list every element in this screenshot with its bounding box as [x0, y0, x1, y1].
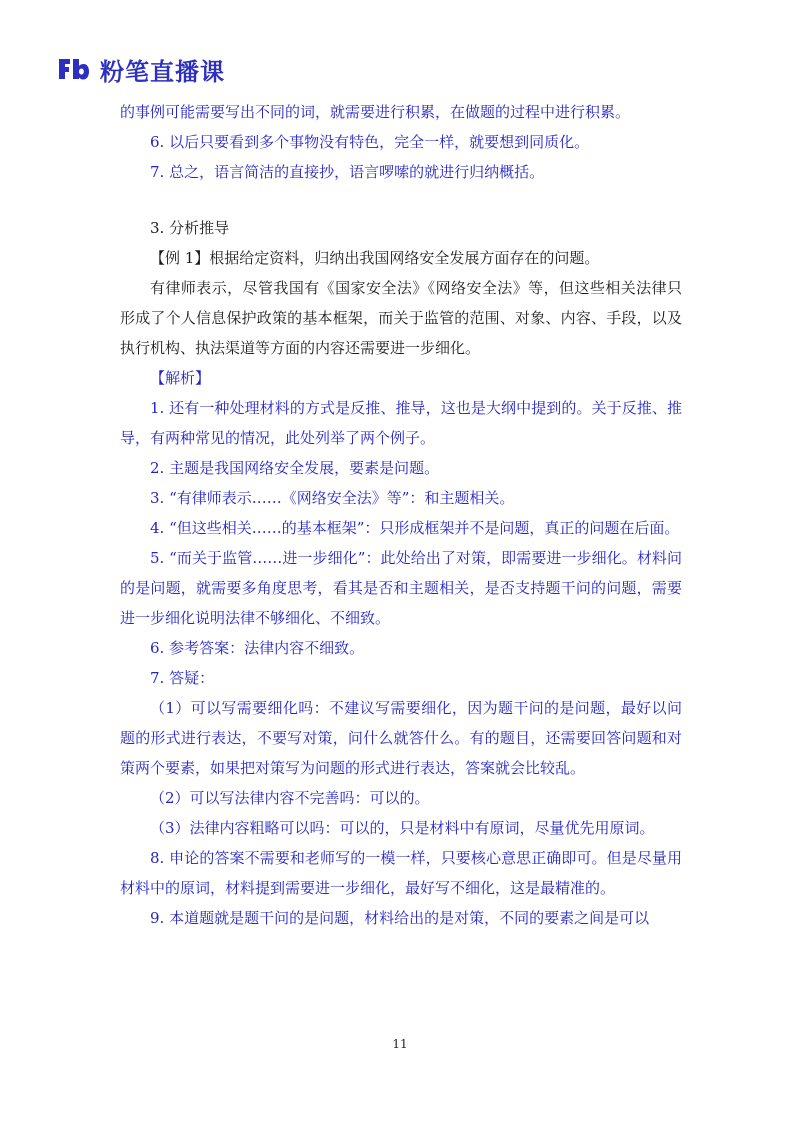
note-paragraph: 1. 还有一种处理材料的方式是反推、推导，这也是大纲中提到的。关于反推、推导，有两种常见的情况，此处列举了两个例子。: [120, 399, 682, 447]
note-paragraph: （2）可以写法律内容不完善吗：可以的。: [150, 789, 430, 807]
page-number: 11: [392, 1037, 408, 1051]
document-body: [120, 97, 682, 933]
note-paragraph: 6. 以后只要看到多个事物没有特色，完全一样，就要想到同质化。: [150, 133, 590, 151]
fb-logo-icon: [56, 56, 90, 82]
note-paragraph: 7. 总之，语言简洁的直接抄，语言啰嗦的就进行归纳概括。: [150, 163, 545, 181]
note-paragraph: （1）可以写需要细化吗：不建议写需要细化，因为题干问的是问题，最好以问题的形式进行表达，不要写对策，问什么就答什么。有的题目，还需要回答问题和对策两个要素，如果把对策写为问题的形式进行表达，答案就会比较乱。: [120, 699, 682, 777]
note-paragraph: 的事例可能需要写出不同的词，就需要进行积累，在做题的过程中进行积累。: [120, 103, 631, 121]
note-paragraph: 5. “而关于监管……进一步细化”：此处给出了对策，即需要进一步细化。材料问的是问题，就需要多角度思考，看其是否和主题相关，是否支持题干问的问题，需要进一步细化说明法律不够细化、不细致。: [120, 549, 682, 627]
note-paragraph: 2. 主题是我国网络安全发展，要素是问题。: [150, 459, 440, 477]
note-paragraph: 8. 申论的答案不需要和老师写的一模一样，只要核心意思正确即可。但是尽量用材料中的原词，材料提到需要进一步细化，最好写不细化，这是最精准的。: [120, 849, 682, 897]
note-paragraph: 9. 本道题就是题干问的是问题，材料给出的是对策，不同的要素之间是可以: [150, 909, 650, 927]
note-paragraph: 7. 答疑：: [150, 669, 215, 687]
example-question: 【例 1】根据给定资料，归纳出我国网络安全发展方面存在的问题。: [150, 249, 600, 267]
analysis-heading: 【解析】: [150, 369, 211, 387]
note-paragraph: 3. “有律师表示……《网络安全法》等”：和主题相关。: [150, 489, 515, 507]
material-paragraph: 有律师表示，尽管我国有《国家安全法》《网络安全法》等，但这些相关法律只形成了个人信息保护政策的基本框架，而关于监管的范围、对象、内容、手段，以及执行机构、执法渠道等方面的内容还需要进一步细化。: [120, 279, 682, 357]
section-heading: 3. 分析推导: [150, 219, 230, 237]
logo-text: 粉笔直播课: [100, 57, 225, 86]
section-spacer: [120, 187, 682, 213]
note-paragraph: 6. 参考答案：法律内容不细致。: [150, 639, 365, 657]
note-paragraph: （3）法律内容粗略可以吗：可以的，只是材料中有原词，尽量优先用原词。: [150, 819, 655, 837]
brand-logo: [56, 52, 225, 86]
note-paragraph: 4. “但这些相关……的基本框架”：只形成框架并不是问题，真正的问题在后面。: [150, 519, 680, 537]
